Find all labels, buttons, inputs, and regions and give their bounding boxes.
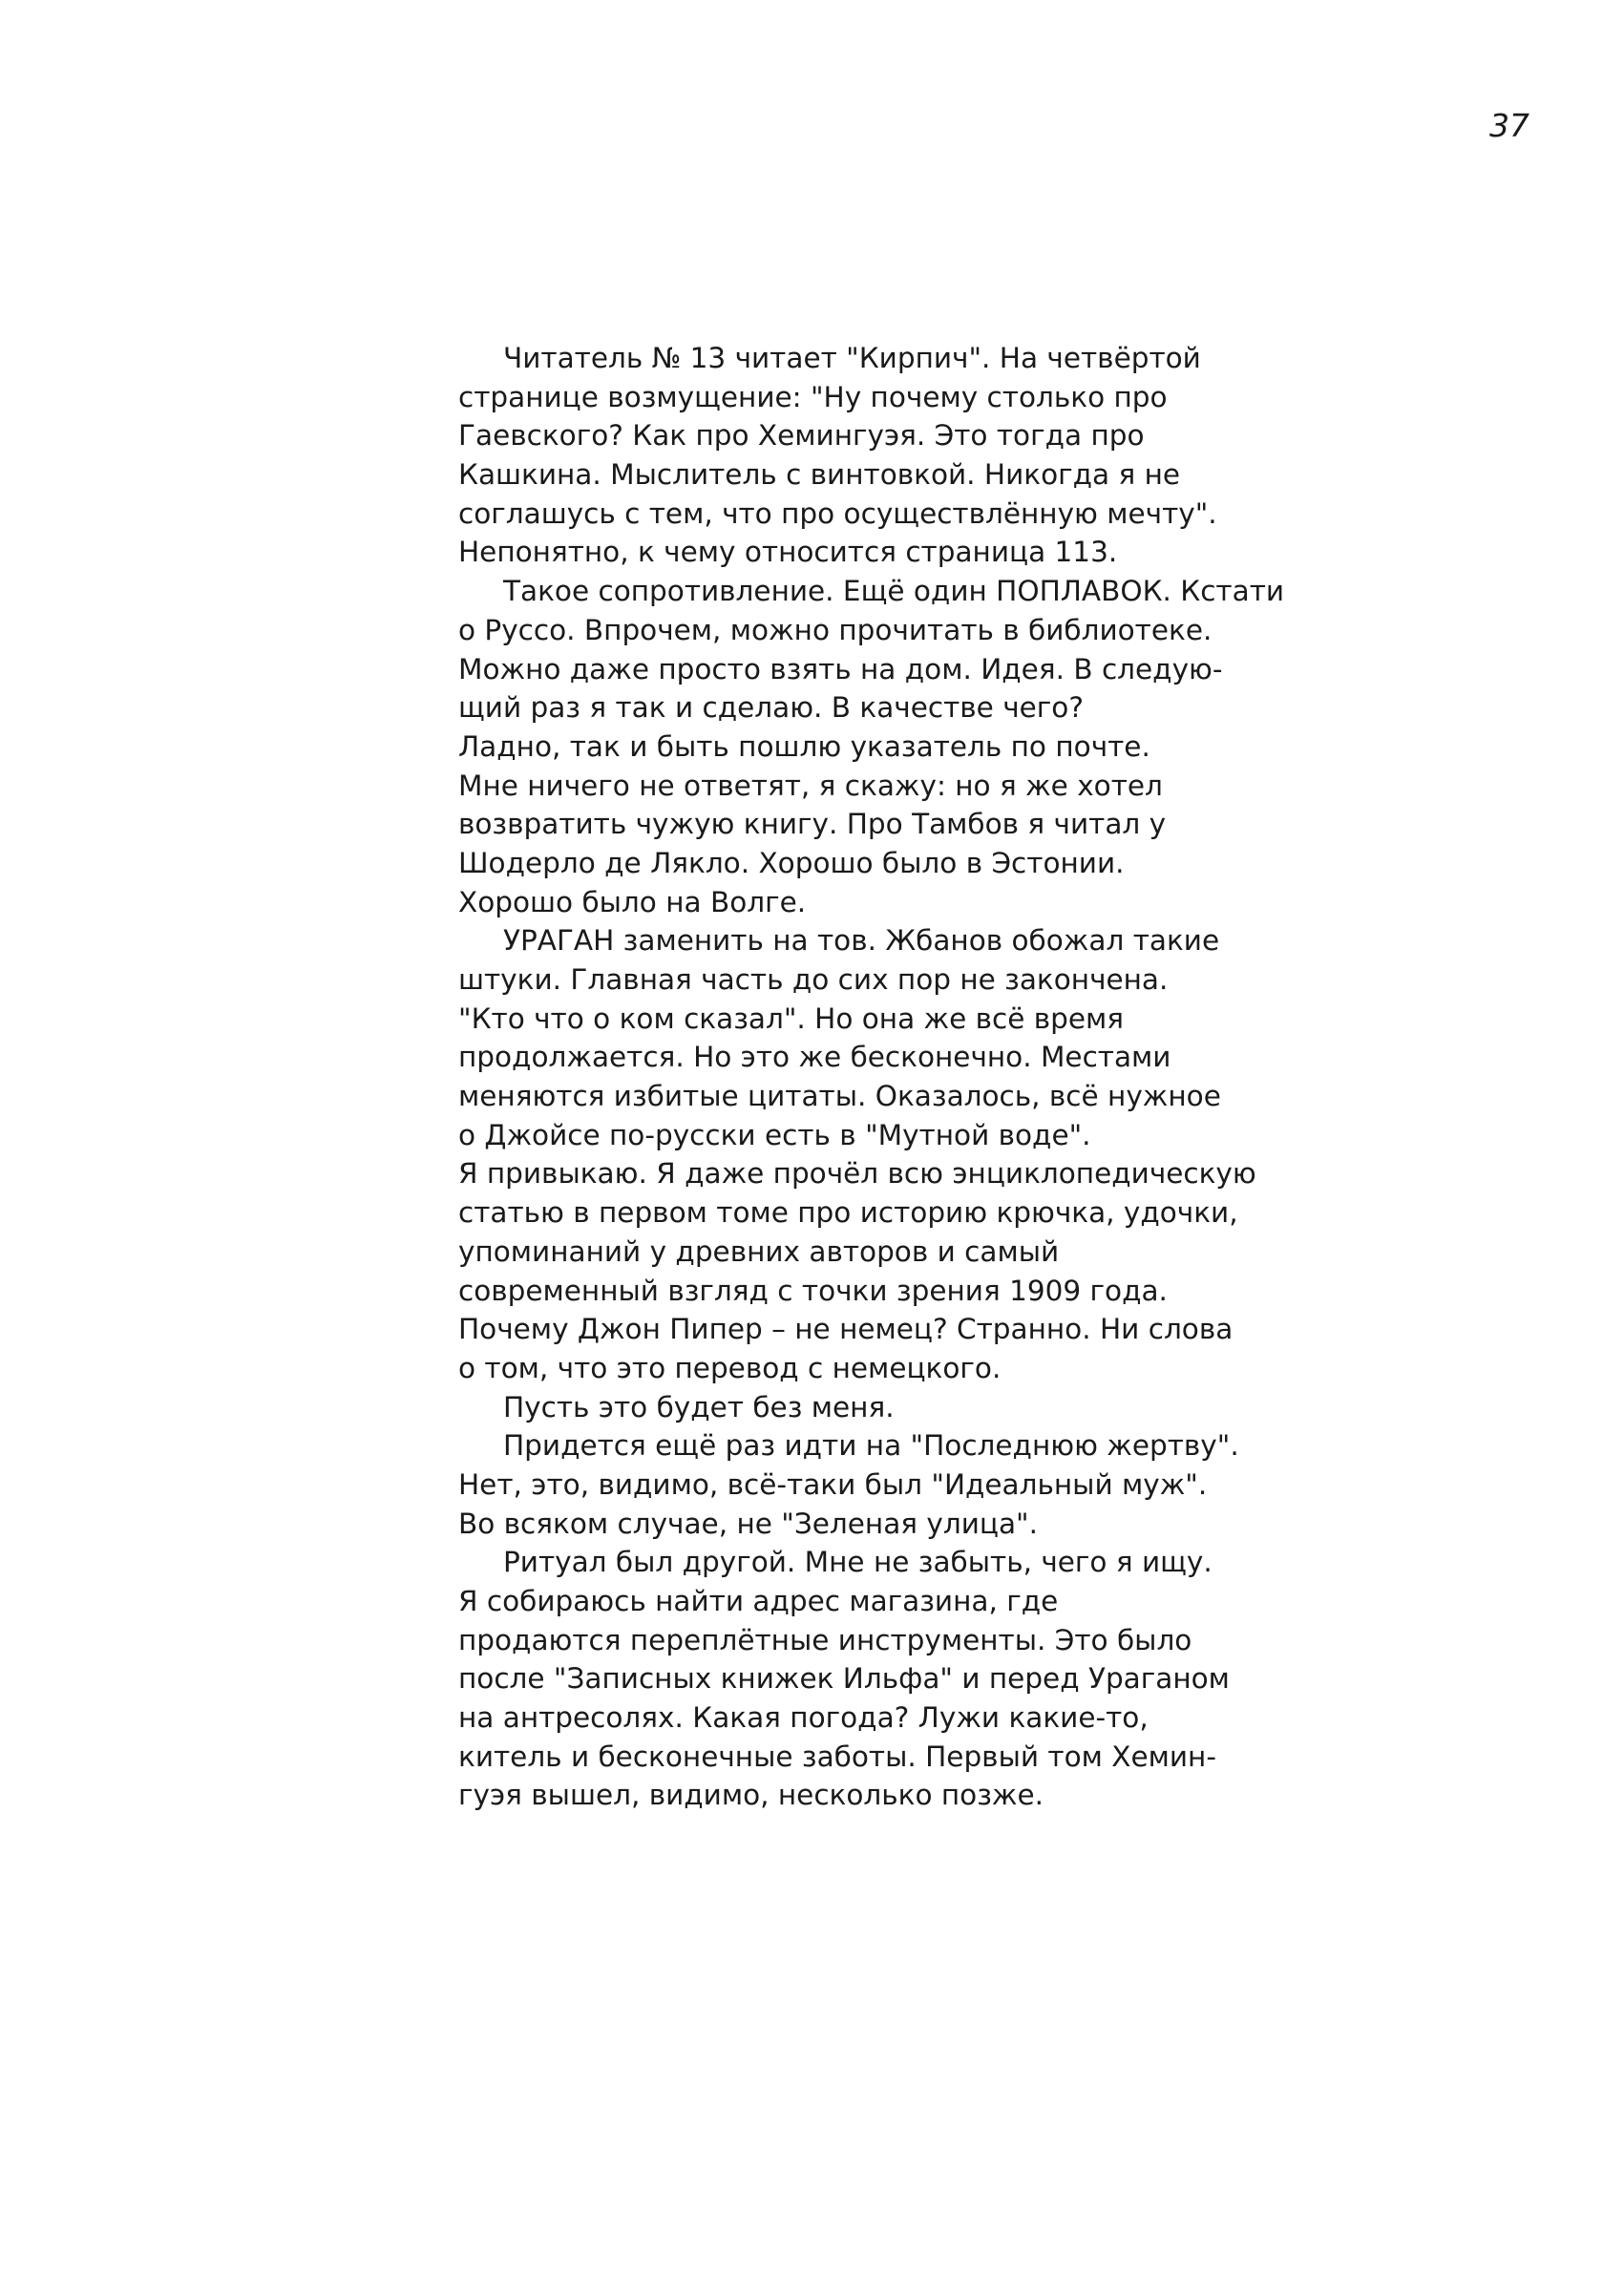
text-line: китель и бесконечные заботы. Первый том Хемин- [458, 1740, 1216, 1773]
text-line: "Кто что о ком сказал". Но она же всё время [458, 1002, 1125, 1035]
text-line: Читатель № 13 читает "Кирпич". На четвёртой [503, 342, 1201, 374]
text-line: Пусть это будет без меня. [503, 1390, 895, 1424]
text-line: Ладно, так и быть пошлю указатель по почте. [458, 729, 1150, 763]
text-line: продолжается. Но это же бесконечно. Местами [458, 1041, 1171, 1074]
text-line: щий раз я так и сделаю. В качестве чего? [458, 691, 1084, 725]
text-line: Хорошо было на Волге. [458, 885, 807, 918]
text-line: статью в первом томе про историю крючка, удочки, [458, 1196, 1238, 1230]
text-line: гуэя вышел, видимо, несколько позже. [458, 1779, 1044, 1812]
text-line: штуки. Главная часть до сих пор не закончена. [458, 963, 1169, 996]
body-text [458, 339, 1285, 1815]
text-line: о Руссо. Впрочем, можно прочитать в библиотеке. [458, 613, 1213, 646]
text-line: Такое сопротивление. Ещё один ПОПЛАВОК. Кстати [503, 575, 1285, 608]
text-line: Нет, это, видимо, всё-таки был "Идеальный муж". [458, 1467, 1208, 1501]
text-line: о том, что это перевод с немецкого. [458, 1351, 1002, 1384]
text-line: соглашусь с тем, что про осуществлённую мечту". [458, 496, 1217, 530]
text-line: Мне ничего не ответят, я скажу: но я же хотел [458, 769, 1163, 802]
text-line: возвратить чужую книгу. Про Тамбов я читал у [458, 808, 1167, 841]
text-line: Придется ещё раз идти на "Последнюю жертву". [503, 1429, 1239, 1463]
text-line: Во всяком случае, не "Зеленая улица". [458, 1507, 1038, 1540]
text-line: на антресолях. Какая погода? Лужи какие-то, [458, 1701, 1149, 1735]
text-line: меняются избитые цитаты. Оказалось, всё нужное [458, 1080, 1221, 1113]
page-number: 37 [1489, 107, 1529, 144]
text-line: УРАГАН заменить на тов. Жбанов обожал такие [503, 924, 1220, 958]
text-line: Шодерло де Лякло. Хорошо было в Эстонии. [458, 846, 1125, 879]
text-line: Я собираюсь найти адрес магазина, где [458, 1585, 1059, 1617]
text-line: современный взгляд с точки зрения 1909 года. [458, 1274, 1168, 1307]
text-line: Я привыкаю. Я даже прочёл всю энциклопедическую [458, 1157, 1256, 1191]
text-line: упоминаний у древних авторов и самый [458, 1234, 1060, 1268]
text-line: Непонятно, к чему относится страница 113. [458, 536, 1118, 569]
text-line: Почему Джон Пипер – не немец? Странно. Ни слова [458, 1313, 1234, 1346]
text-line: странице возмущение: "Ну почему столько про [458, 380, 1168, 413]
text-line: Кашкина. Мыслитель с винтовкой. Никогда я не [458, 458, 1181, 492]
text-line: Можно даже просто взять на дом. Идея. В следую- [458, 652, 1223, 686]
text-line: Ритуал был другой. Мне не забыть, чего я ищу. [503, 1546, 1213, 1579]
text-line: продаются переплётные инструменты. Это было [458, 1623, 1192, 1656]
text-line: о Джойсе по-русски есть в "Мутной воде". [458, 1118, 1091, 1151]
text-line: после "Записных книжек Ильфа" и перед Ураганом [458, 1662, 1230, 1696]
text-line: Гаевского? Как про Хемингуэя. Это тогда про [458, 419, 1145, 453]
